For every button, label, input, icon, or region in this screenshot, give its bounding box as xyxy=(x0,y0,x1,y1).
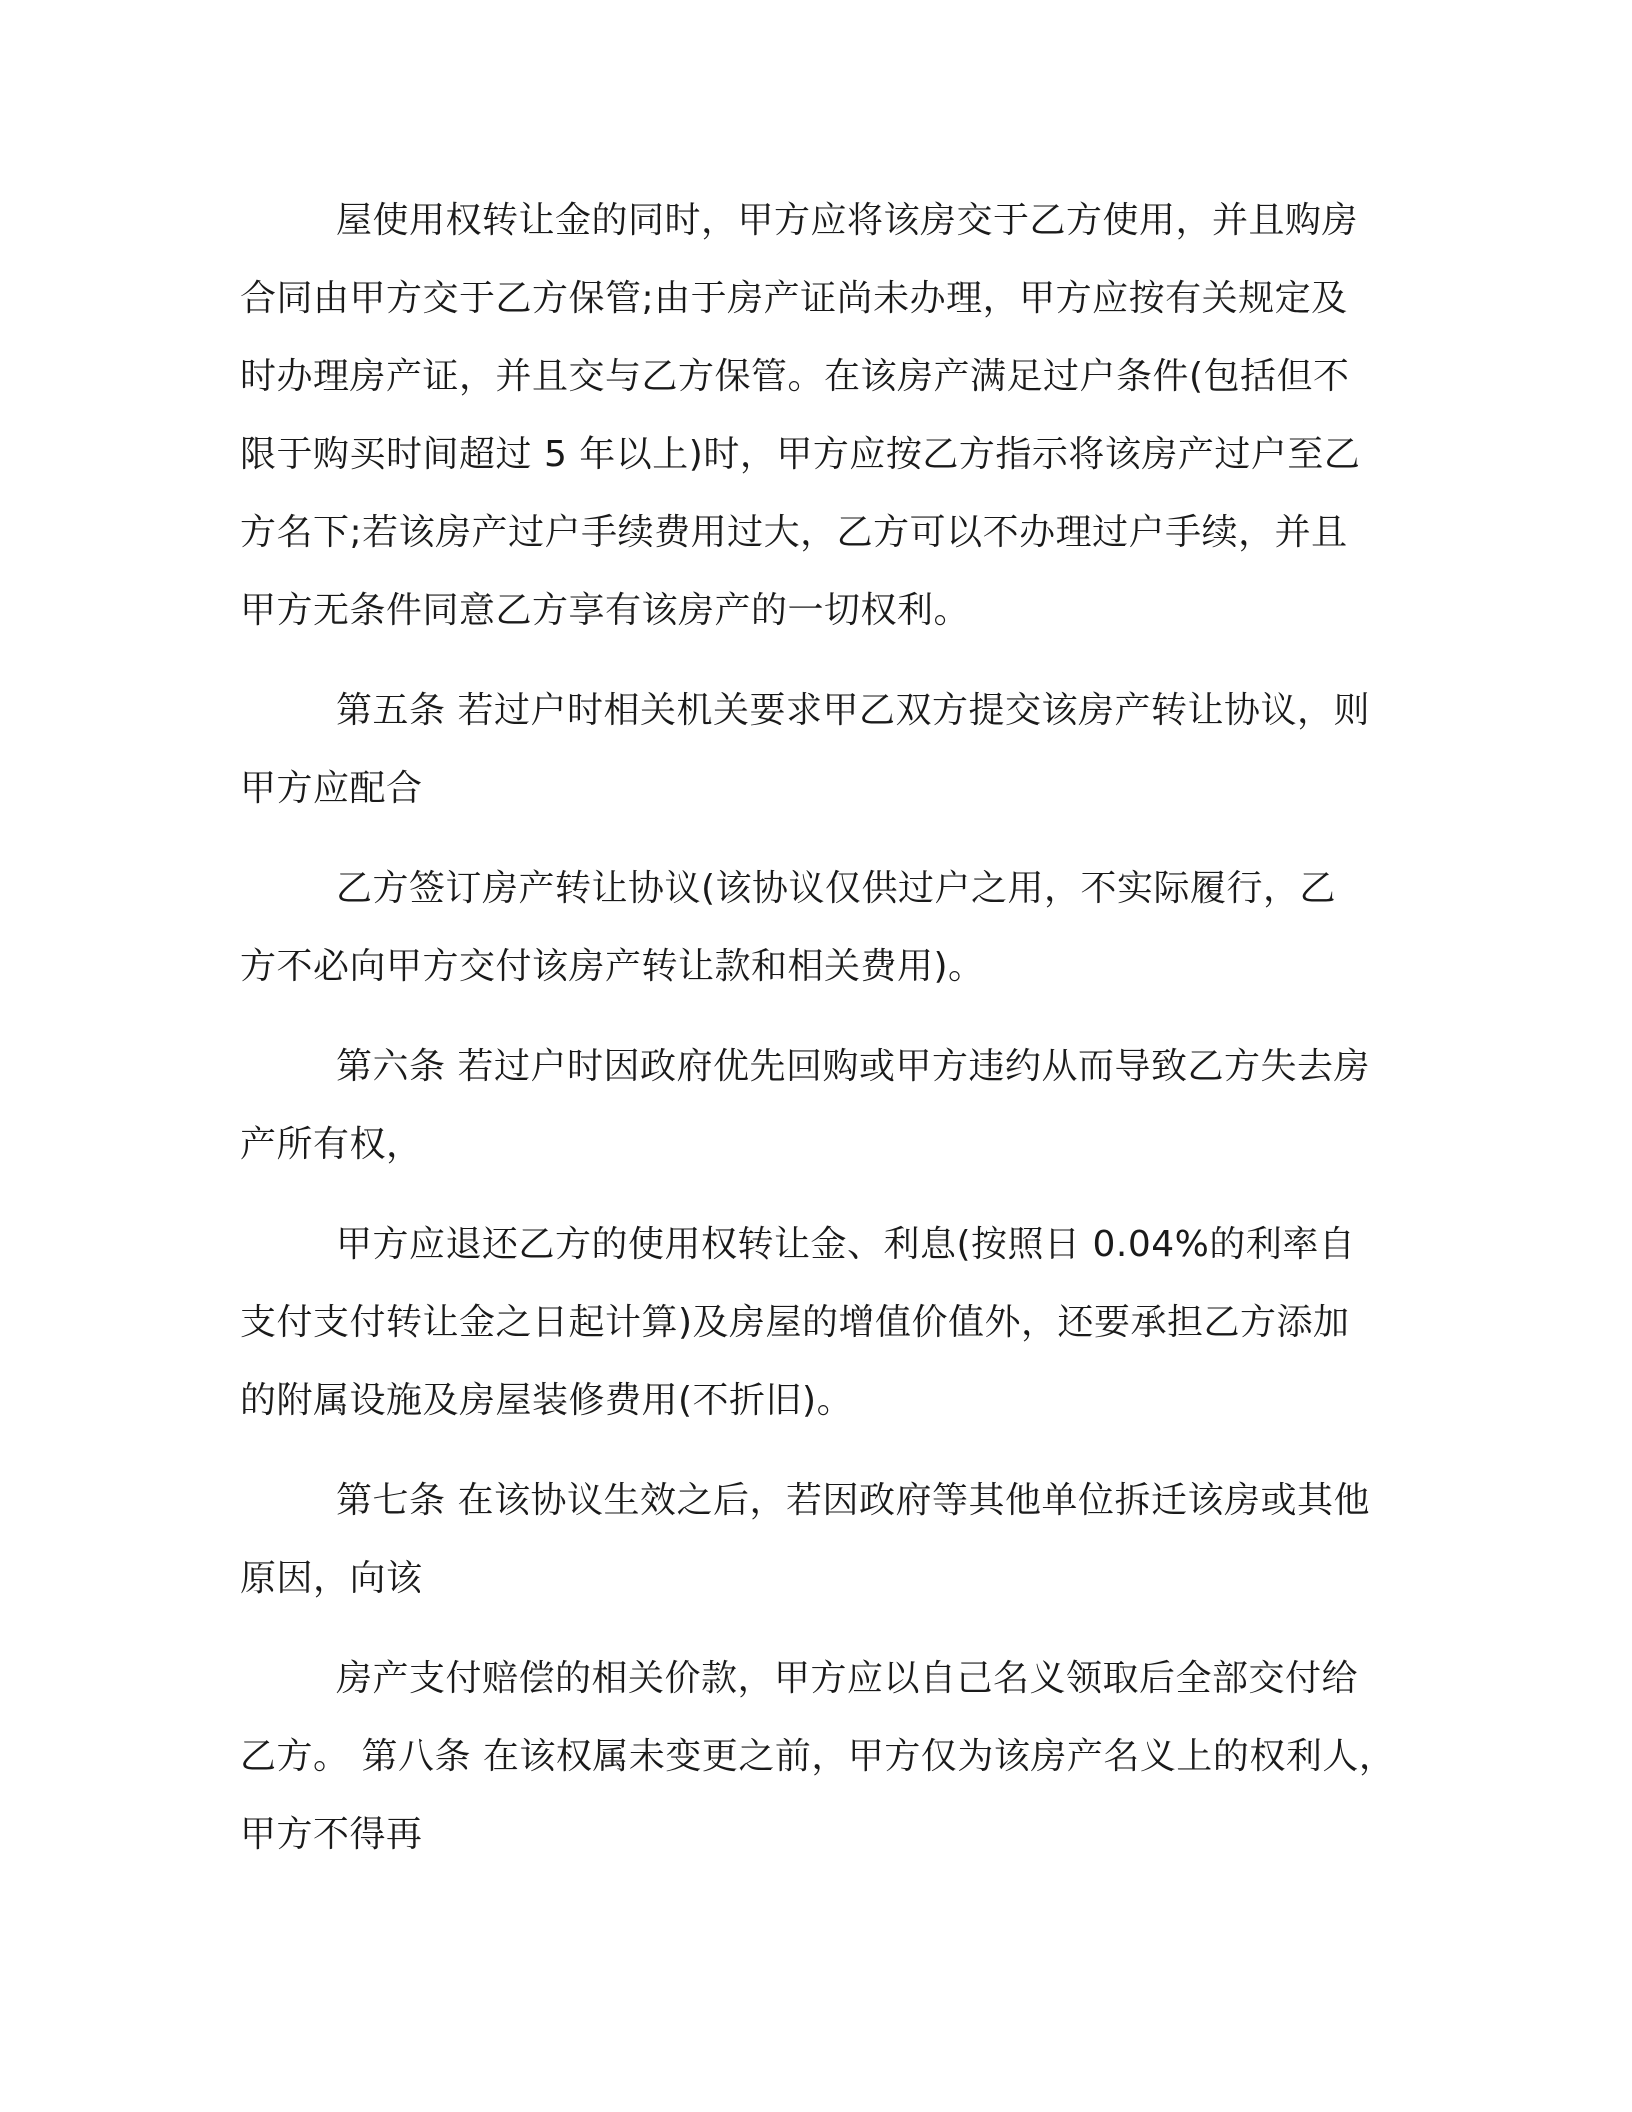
text-line: 时办理房产证，并且交与乙方保管。在该房产满足过户条件(包括但不 xyxy=(240,356,1350,397)
paragraph-article-7 xyxy=(240,1462,1400,1618)
text-line: 第六条 若过户时因政府优先回购或甲方违约从而导致乙方失去房 xyxy=(336,1046,1370,1087)
text-line: 产所有权， xyxy=(240,1124,423,1165)
text-line: 甲方无条件同意乙方享有该房产的一切权利。 xyxy=(240,590,971,631)
text-line: 屋使用权转让金的同时，甲方应将该房交于乙方使用，并且购房 xyxy=(336,200,1359,241)
paragraph-article-5 xyxy=(240,672,1400,828)
paragraph-7 xyxy=(240,1640,1400,1874)
paragraph-3 xyxy=(240,850,1400,1006)
text-line: 方不必向甲方交付该房产转让款和相关费用)。 xyxy=(240,946,985,987)
text-line: 支付支付转让金之日起计算)及房屋的增值价值外，还要承担乙方添加 xyxy=(240,1302,1350,1343)
text-line: 方名下;若该房产过户手续费用过大，乙方可以不办理过户手续，并且 xyxy=(240,512,1348,553)
text-line: 房产支付赔偿的相关价款，甲方应以自己名义领取后全部交付给 xyxy=(336,1658,1359,1699)
text-line: 乙方。 第八条 在该权属未变更之前，甲方仅为该房产名义上的权利人， xyxy=(240,1736,1396,1777)
document-body xyxy=(240,182,1400,1896)
text-line: 限于购买时间超过 5 年以上)时，甲方应按乙方指示将该房产过户至乙 xyxy=(240,434,1361,475)
text-line: 第七条 在该协议生效之后，若因政府等其他单位拆迁该房或其他 xyxy=(336,1480,1370,1521)
text-line: 甲方应退还乙方的使用权转让金、利息(按照日 0.04%的利率自 xyxy=(336,1224,1356,1265)
paragraph-1 xyxy=(240,182,1400,650)
text-line: 的附属设施及房屋装修费用(不折旧)。 xyxy=(240,1380,854,1421)
paragraph-5 xyxy=(240,1206,1400,1440)
text-line: 乙方签订房产转让协议(该协议仅供过户之用，不实际履行，乙 xyxy=(336,868,1337,909)
text-line: 甲方应配合 xyxy=(240,768,423,809)
text-line: 第五条 若过户时相关机关要求甲乙双方提交该房产转让协议，则 xyxy=(336,690,1370,731)
text-line: 原因，向该 xyxy=(240,1558,423,1599)
paragraph-article-6 xyxy=(240,1028,1400,1184)
text-line: 甲方不得再 xyxy=(240,1814,423,1855)
text-line: 合同由甲方交于乙方保管;由于房产证尚未办理，甲方应按有关规定及 xyxy=(240,278,1348,319)
